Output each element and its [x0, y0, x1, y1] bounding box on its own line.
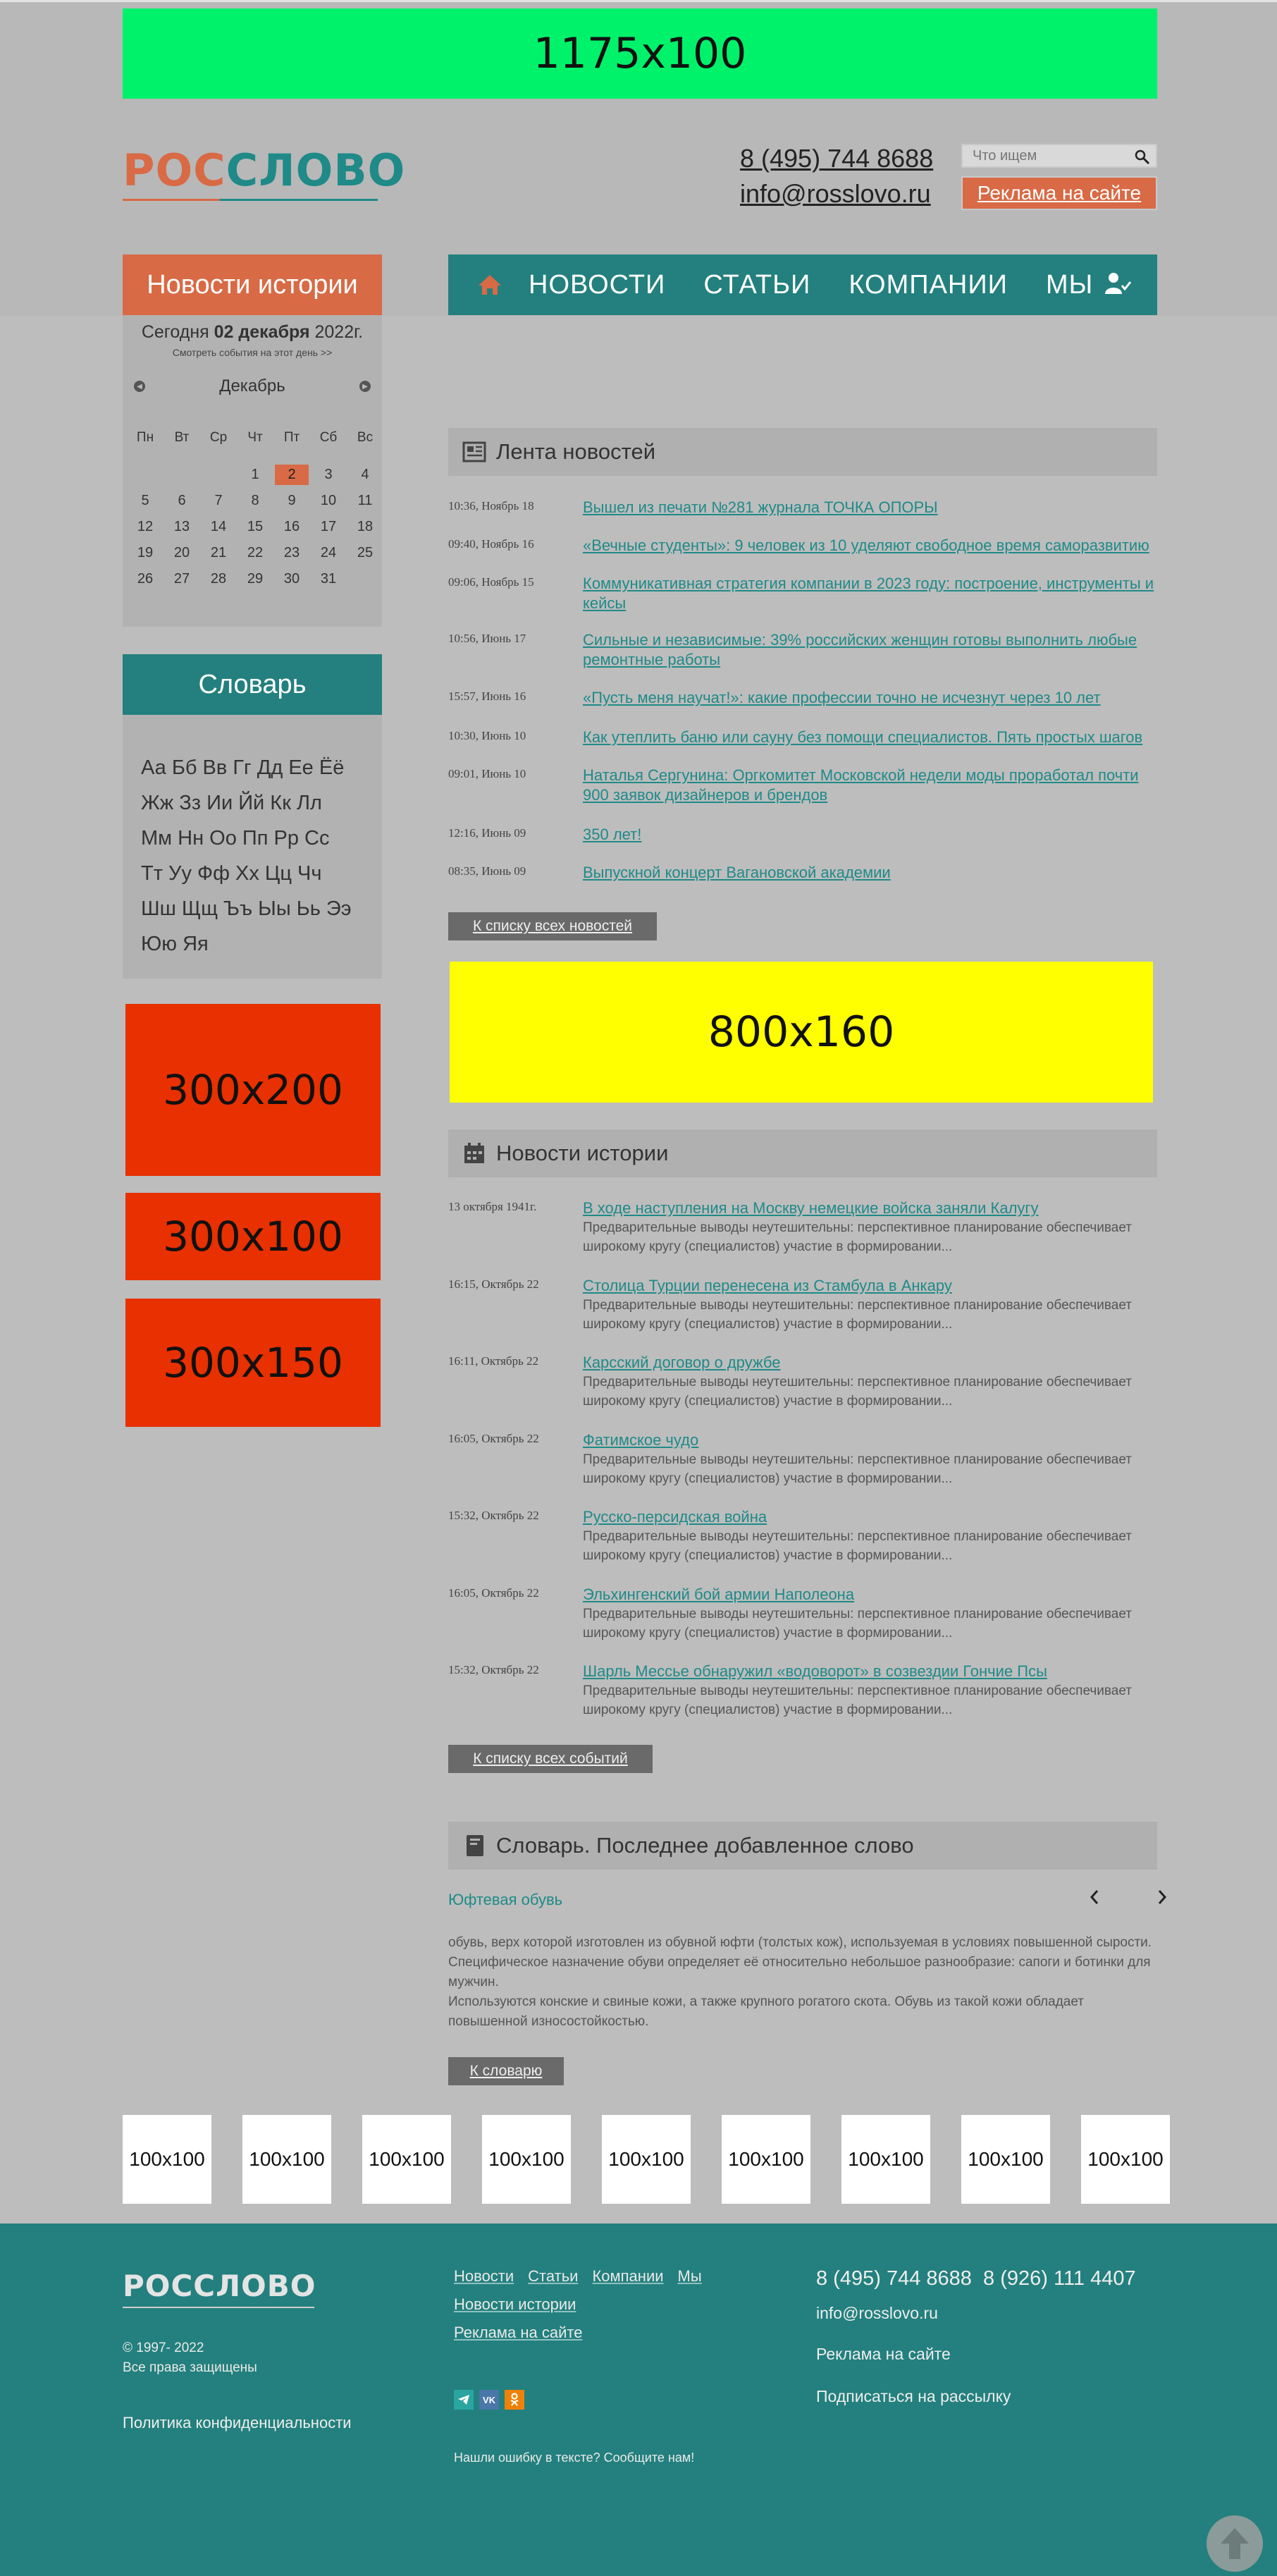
side-ad-1-label: 300x200	[163, 1066, 343, 1114]
news-item	[448, 728, 1157, 747]
weekday-header: Пн	[136, 429, 154, 445]
user-account-icon[interactable]	[1104, 271, 1132, 299]
news-item-link[interactable]: Коммуникативная стратегия компании в 2023 году: построение, инструменты и кейсы	[583, 575, 1154, 612]
calendar-day[interactable]: 12	[137, 519, 154, 534]
calendar-day[interactable]: 4	[361, 467, 369, 482]
history-item-date: 16:05, Октябрь 22	[448, 1586, 539, 1600]
top-banner-ad-label: 1175x100	[533, 29, 747, 78]
history-item-description: Предварительные выводы неутешительны: перспективное планирование обеспечивает широкому кругу (специалистов) участие в формировании...	[583, 1606, 1132, 1640]
news-item-link[interactable]: Как утеплить баню или сауну без помощи специалистов. Пять простых шагов	[583, 728, 1143, 746]
history-item-link[interactable]: Фатимское чудо	[583, 1430, 699, 1449]
calendar-header[interactable]: Новости истории	[123, 254, 382, 315]
all-events-button[interactable]: К списку всех событий	[448, 1745, 653, 1773]
calendar-day[interactable]: 7	[214, 493, 223, 508]
header-email[interactable]: info@rosslovo.ru	[740, 179, 931, 208]
last-word-text-2: Используются конские и свиные кожи, а также крупного рогатого скота. Обувь из такой кожи обладает повышенной износостойкостью.	[448, 1994, 1084, 2029]
news-item-link[interactable]: Вышел из печати №281 журнала ТОЧКА ОПОРЫ	[583, 498, 938, 516]
book-icon	[462, 1834, 486, 1858]
news-item	[448, 825, 1157, 845]
history-item-date: 16:15, Октябрь 22	[448, 1277, 539, 1291]
small-ad[interactable]: 100x100	[482, 2115, 571, 2204]
calendar-empty-cell	[164, 465, 200, 485]
history-item-description: Предварительные выводы неутешительны: перспективное планирование обеспечивает широкому кругу (специалистов) участие в формировании...	[583, 1220, 1132, 1254]
footer-link-about[interactable]: Мы	[677, 2267, 702, 2285]
news-item-time: 09:01, Июнь 10	[448, 767, 526, 780]
last-word-description	[448, 1933, 1157, 2032]
history-item-description: Предварительные выводы неутешительны: перспективное планирование обеспечивает широкому кругу (специалистов) участие в формировании...	[583, 1452, 1132, 1486]
footer-rights: Все права защищены	[123, 2360, 257, 2375]
small-ad[interactable]: 100x100	[123, 2115, 211, 2204]
calendar-today	[123, 322, 382, 343]
news-item-time: 12:16, Июнь 09	[448, 826, 526, 840]
search-input[interactable]	[963, 145, 1145, 166]
calendar-day[interactable]: 9	[288, 493, 296, 508]
last-word-link[interactable]: Юфтевая обувь	[448, 1891, 563, 1908]
search-icon[interactable]	[1135, 149, 1150, 165]
last-word-text-1: обувь, верх которой изготовлен из обувной юфти (толстых кож), используемая в условиях повышенной сырости. Специфическое назначение обуви определяет её относительно небольшое разнообразие: сапоги и ботинки для мужчин.	[448, 1935, 1152, 1989]
top-banner-ad[interactable]	[123, 8, 1157, 99]
alphabet-row[interactable]: Шш Щщ Ъъ Ыы Ьь Ээ	[141, 897, 352, 920]
calendar-empty-cell	[200, 465, 237, 485]
footer-copyright: © 1997- 2022	[123, 2341, 204, 2355]
logo-part-2: СЛОВО	[226, 145, 406, 196]
dictionary-panel	[123, 715, 382, 979]
history-item-date: 16:11, Октябрь 22	[448, 1354, 539, 1368]
home-icon[interactable]	[468, 274, 512, 296]
calendar-grid	[127, 427, 382, 589]
main-nav	[448, 254, 1157, 315]
small-ad[interactable]: 100x100	[961, 2115, 1050, 2204]
news-item	[448, 630, 1157, 670]
nav-item-about[interactable]: МЫ	[1046, 269, 1094, 300]
calendar-day[interactable]: 22	[247, 545, 264, 560]
calendar-day[interactable]: 19	[137, 545, 154, 560]
calendar-day[interactable]: 27	[173, 571, 190, 587]
news-item	[448, 863, 1157, 883]
logo-part-1: РОС	[123, 145, 226, 196]
history-item-body	[583, 1585, 1157, 1643]
calendar-panel	[123, 315, 382, 627]
alphabet-row[interactable]: Жж Зз Ии Йй Кк Лл	[141, 792, 322, 814]
nav-item-articles[interactable]: СТАТЬИ	[703, 269, 811, 300]
footer-link-history[interactable]: Новости истории	[454, 2295, 576, 2313]
calendar-day[interactable]: 30	[283, 571, 300, 587]
history-item-date: 15:32, Октябрь 22	[448, 1509, 539, 1522]
news-item	[448, 498, 1157, 517]
calendar-month: Декабрь	[219, 376, 285, 395]
footer-advertise-link[interactable]: Реклама на сайте	[816, 2345, 951, 2363]
history-item-body	[583, 1507, 1157, 1565]
calendar-day[interactable]: 6	[178, 493, 186, 508]
weekday-header: Вт	[174, 429, 190, 445]
weekday-header: Ср	[209, 429, 228, 445]
history-item	[448, 1507, 1157, 1565]
vk-icon[interactable]: VK	[479, 2390, 499, 2410]
calendar-day[interactable]: 8	[251, 493, 259, 508]
news-item-time: 09:06, Ноябрь 15	[448, 575, 534, 589]
calendar-day[interactable]: 20	[173, 545, 190, 560]
news-item-link[interactable]: 350 лет!	[583, 826, 642, 843]
alphabet-row[interactable]: Юю Яя	[141, 933, 209, 955]
history-item-date: 13 октября 1941г.	[448, 1200, 537, 1213]
news-item	[448, 688, 1157, 708]
alphabet-row[interactable]: Аа Бб Вв Гг Дд Ее Ёё	[141, 756, 345, 779]
calendar-day[interactable]: 24	[320, 545, 337, 560]
nav-item-companies[interactable]: КОМПАНИИ	[849, 269, 1008, 300]
chevron-right-icon[interactable]	[1152, 1887, 1173, 1908]
today-year: 2022г.	[314, 322, 364, 342]
arrow-up-icon	[1215, 2524, 1254, 2563]
news-item-link[interactable]: «Вечные студенты»: 9 человек из 10 уделяют свободное время саморазвитию	[583, 536, 1149, 554]
calendar-day[interactable]: 23	[283, 545, 300, 560]
history-item-link[interactable]: Эльхингенский бой армии Наполеона	[583, 1585, 855, 1603]
history-item-body	[583, 1198, 1157, 1256]
history-item-description: Предварительные выводы неутешительны: перспективное планирование обеспечивает широкому кругу (специалистов) участие в формировании...	[583, 1683, 1132, 1717]
calendar-day[interactable]: 18	[357, 519, 374, 534]
calendar-day[interactable]: 3	[324, 467, 333, 482]
dictionary-button[interactable]: К словарю	[448, 2057, 564, 2085]
calendar-day[interactable]: 1	[251, 467, 259, 482]
side-ad-3[interactable]	[125, 1299, 381, 1427]
weekday-header: Сб	[319, 429, 338, 445]
weekday-header: Пт	[283, 429, 300, 445]
calendar-day[interactable]: 14	[210, 519, 227, 534]
calendar-day[interactable]: 25	[357, 545, 374, 560]
footer-link-advertise[interactable]: Реклама на сайте	[454, 2324, 583, 2341]
calendar-day[interactable]: 29	[247, 571, 264, 587]
footer-link-news[interactable]: Новости	[454, 2267, 514, 2285]
history-item-link[interactable]: Шарль Мессье обнаружил «водоворот» в созвездии Гончие Псы	[583, 1662, 1047, 1680]
history-item-date: 15:32, Октябрь 22	[448, 1663, 539, 1676]
footer	[0, 2224, 1277, 2576]
history-item-body	[583, 1430, 1157, 1488]
side-ad-3-label: 300x150	[163, 1339, 343, 1387]
scroll-to-top-button[interactable]	[1207, 2515, 1263, 2572]
footer-logo-underline	[123, 2307, 314, 2308]
footer-phone-1[interactable]: 8 (495) 744 8688	[816, 2267, 972, 2290]
footer-phones	[816, 2267, 1136, 2290]
next-month-icon[interactable]: ▶	[359, 381, 371, 392]
middle-banner-ad[interactable]	[450, 962, 1153, 1103]
small-ad[interactable]: 100x100	[722, 2115, 810, 2204]
dictionary-header[interactable]: Словарь	[123, 654, 382, 715]
calendar-empty-cell	[347, 569, 383, 589]
history-item-description: Предварительные выводы неутешительны: перспективное планирование обеспечивает широкому кругу (специалистов) участие в формировании...	[583, 1375, 1132, 1409]
history-item-body	[583, 1662, 1157, 1719]
calendar-day[interactable]: 31	[320, 571, 337, 587]
history-item	[448, 1430, 1157, 1488]
history-item-body	[583, 1353, 1157, 1411]
newspaper-icon	[462, 440, 486, 464]
news-item-time: 08:35, Июнь 09	[448, 864, 526, 878]
calendar-day[interactable]: 10	[320, 493, 337, 508]
calendar-day[interactable]: 26	[137, 571, 154, 587]
last-word-header	[448, 1822, 1157, 1870]
privacy-policy-link[interactable]: Политика конфиденциальности	[123, 2414, 352, 2431]
news-item-time: 10:36, Ноябрь 18	[448, 499, 534, 513]
small-ad[interactable]: 100x100	[602, 2115, 691, 2204]
news-item-link[interactable]: «Пусть меня научат!»: какие профессии точно не исчезнут через 10 лет	[583, 689, 1101, 706]
history-item	[448, 1353, 1157, 1411]
history-item-date: 16:05, Октябрь 22	[448, 1431, 539, 1445]
alphabet-row[interactable]: Мм Нн Оо Пп Рр Сс	[141, 827, 330, 850]
history-news-header	[448, 1129, 1157, 1177]
history-item-link[interactable]: Русско-персидская война	[583, 1508, 767, 1526]
prev-month-icon[interactable]: ◀	[134, 381, 145, 392]
all-news-button[interactable]: К списку всех новостей	[448, 912, 657, 940]
news-item-time: 10:56, Июнь 17	[448, 632, 526, 645]
search-box	[961, 144, 1157, 168]
small-ad[interactable]: 100x100	[362, 2115, 451, 2204]
telegram-icon[interactable]	[454, 2390, 474, 2410]
history-item-link[interactable]: В ходе наступления на Москву немецкие войска заняли Калугу	[583, 1199, 1039, 1217]
alphabet-list	[123, 715, 382, 962]
history-item-body	[583, 1276, 1157, 1334]
error-report-note[interactable]: Нашли ошибку в тексте? Сообщите нам!	[454, 2451, 695, 2465]
history-item-link[interactable]: Столица Турции перенесена из Стамбула в Анкару	[583, 1276, 952, 1294]
calendar-day[interactable]: 11	[357, 493, 373, 508]
logo-underline	[123, 199, 378, 201]
news-item-time: 09:40, Ноябрь 16	[448, 537, 534, 551]
news-item-time: 10:30, Июнь 10	[448, 729, 526, 742]
calendar-events-link[interactable]: Смотреть события на этот день >>	[172, 347, 333, 358]
small-ad[interactable]: 100x100	[1081, 2115, 1170, 2204]
footer-link-articles[interactable]: Статьи	[528, 2267, 579, 2285]
odnoklassniki-icon[interactable]	[505, 2390, 524, 2410]
middle-banner-ad-label: 800x160	[708, 1007, 895, 1057]
history-item	[448, 1585, 1157, 1643]
history-item-description: Предварительные выводы неутешительны: перспективное планирование обеспечивает широкому кругу (специалистов) участие в формировании...	[583, 1297, 1132, 1332]
calendar-day[interactable]: 17	[320, 519, 337, 534]
news-item	[448, 574, 1157, 613]
history-item	[448, 1276, 1157, 1334]
history-item	[448, 1198, 1157, 1256]
calendar-day[interactable]: 28	[210, 571, 227, 587]
footer-phone-2[interactable]: 8 (926) 111 4407	[983, 2267, 1136, 2290]
chevron-left-icon[interactable]	[1084, 1887, 1105, 1908]
calendar-day-today[interactable]: 2	[275, 465, 309, 485]
site-logo[interactable]	[123, 147, 405, 195]
news-item-link[interactable]: Выпускной концерт Вагановской академии	[583, 864, 891, 881]
history-item-description: Предварительные выводы неутешительны: перспективное планирование обеспечивает широкому кругу (специалистов) участие в формировании...	[583, 1529, 1132, 1563]
social-links	[454, 2390, 524, 2410]
news-feed-title: Лента новостей	[496, 439, 656, 464]
nav-item-news[interactable]: НОВОСТИ	[529, 269, 666, 300]
footer-link-companies[interactable]: Компании	[592, 2267, 664, 2285]
calendar-day[interactable]: 21	[210, 545, 227, 560]
calendar-day[interactable]: 5	[141, 493, 149, 508]
calendar-month-bar	[123, 376, 382, 396]
news-item-link[interactable]: Наталья Сергунина: Оргкомитет Московской недели моды проработал почти 900 заявок дизайнеров и брендов	[583, 766, 1139, 804]
history-item-link[interactable]: Карсский договор о дружбе	[583, 1354, 781, 1371]
calendar-day[interactable]: 15	[247, 519, 264, 534]
header-phone[interactable]: 8 (495) 744 8688	[740, 144, 934, 173]
history-item	[448, 1662, 1157, 1719]
news-item-time: 15:57, Июнь 16	[448, 689, 526, 703]
side-ad-1[interactable]	[125, 1004, 381, 1176]
footer-links-row	[454, 2267, 702, 2286]
today-date: 02 декабря	[214, 322, 310, 342]
advertise-button[interactable]: Реклама на сайте	[961, 176, 1157, 210]
today-prefix: Сегодня	[141, 322, 209, 342]
calendar-day[interactable]: 16	[283, 519, 300, 534]
news-item	[448, 536, 1157, 556]
alphabet-row[interactable]: Тт Уу Фф Хх Цц Чч	[141, 862, 322, 885]
news-item	[448, 766, 1157, 805]
small-ad[interactable]: 100x100	[242, 2115, 331, 2204]
calendar-icon	[462, 1141, 486, 1165]
weekday-header: Чт	[247, 429, 263, 445]
footer-subscribe-link[interactable]: Подписаться на рассылку	[816, 2387, 1011, 2405]
calendar-empty-cell	[127, 465, 164, 485]
history-news-title: Новости истории	[496, 1141, 669, 1165]
side-ad-2-label: 300x100	[163, 1213, 343, 1261]
news-feed-header	[448, 428, 1157, 476]
calendar-day[interactable]: 13	[173, 519, 190, 534]
news-item-link[interactable]: Сильные и независимые: 39% российских женщин готовы выполнить любые ремонтные работы	[583, 631, 1137, 668]
weekday-header: Вс	[357, 429, 374, 445]
small-ad[interactable]: 100x100	[841, 2115, 930, 2204]
footer-logo[interactable]: РОССЛОВО	[123, 2269, 316, 2303]
footer-email[interactable]: info@rosslovo.ru	[816, 2304, 938, 2322]
last-word-title: Словарь. Последнее добавленное слово	[496, 1833, 914, 1858]
side-ad-2[interactable]	[125, 1193, 381, 1280]
